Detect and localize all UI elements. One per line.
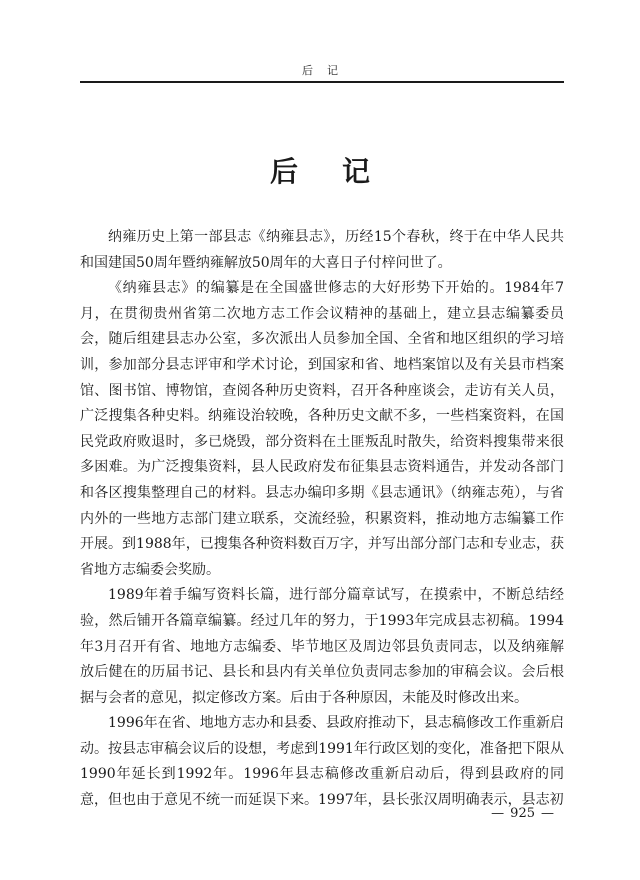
running-header: 后记: [302, 64, 352, 77]
page-number-value: 925: [510, 806, 535, 821]
folio-dash-right: —: [541, 806, 554, 821]
paragraph: 《纳雍县志》的编纂是在全国盛世修志的大好形势下开始的。1984年7月，在贯彻贵州省第二次地方志工作会议精神的基础上，建立县志编纂委员会，随后组建县志办公室，多次派出人员参加全国、全省和地区组织的学习培训，参加部分县志评审和学术讨论，到国家和省、地档案馆以及有关县市档案馆、图书馆、博物馆，查阅各种历史资料，召开各种座谈会，走访有关人员，广泛搜集各种史料。纳雍设治较晚，各种历史文献不多，一些档案资料，在国民党政府败退时，多已烧毁，部分资料在土匪叛乱时散失，给资料搜集带来很多困难。为广泛搜集资料，县人民政府发布征集县志资料通告，并发动各部门和各区搜集整理自己的材料。县志办编印多期《县志通讯》（纳雍志苑），与省内外的一些地方志部门建立联系，交流经验，积累资料，推动地方志编纂工作开展。到1988年，已搜集各种资料数百万字，并写出部分部门志和专业志，获省地方志编委会奖励。: [80, 280, 564, 578]
folio-dash-left: —: [491, 806, 505, 821]
chapter-title: 后记: [269, 155, 414, 188]
page-number: [485, 806, 560, 821]
paragraph: 纳雍历史上第一部县志《纳雍县志》，历经15个春秋，终于在中华人民共和国建国50周年暨纳雍解放50周年的大喜日子付梓问世了。: [80, 229, 564, 271]
paragraph: 1989年着手编写资料长篇，进行部分篇章试写，在摸索中，不断总结经验，然后铺开各篇章编纂。经过几年的努力，于1993年完成县志初稿。1994年3月召开有省、地地方志编委、毕节地区及周边邻县负责同志，以及纳雍解放后健在的历届书记、县长和县内有关单位负责同志参加的审稿会议。会后根据与会者的意见，拟定修改方案。后由于各种原因，未能及时修改出来。: [80, 587, 564, 706]
header-rule: [80, 81, 564, 83]
body-text: [80, 225, 564, 814]
paragraph: 1996年在省、地地方志办和县委、县政府推动下，县志稿修改工作重新启动。按县志审稿会议后的设想，考虑到1991年行政区划的变化，准备把下限从1990年延长到1992年。1996年县志稿修改重新启动后，得到县政府的同意，但也由于意见不统一而延误下来。1997年，县长张汉周明确表示，县志初: [80, 715, 564, 809]
